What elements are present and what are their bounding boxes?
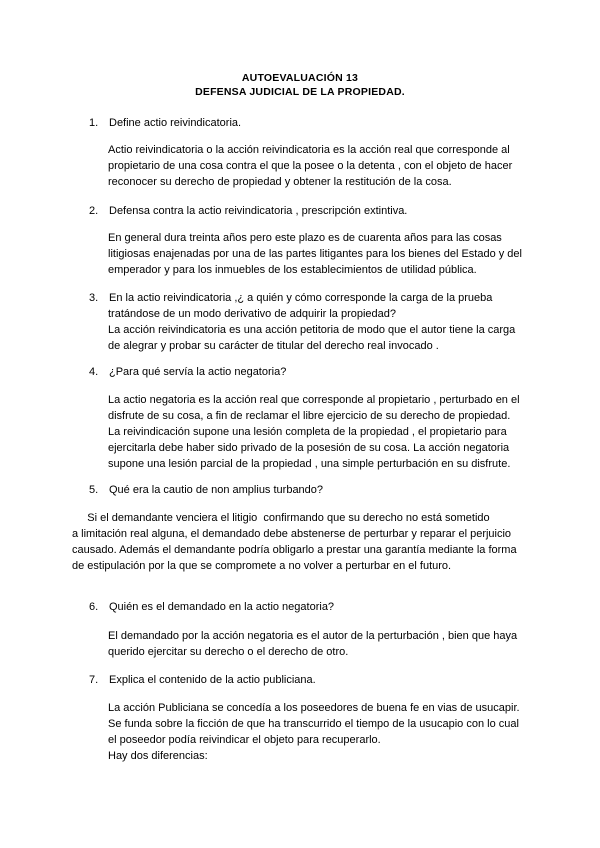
answer-line: El demandado por la acción negatoria es el autor de la perturbación , bien que haya [108, 630, 518, 642]
answer-2 [108, 230, 538, 278]
answer-line: querido ejercitar su derecho o el derecho de otro. [108, 646, 349, 658]
answer-line: emperador y para los inmuebles de los establecimientos de utilidad pública. [108, 264, 477, 276]
answer-line: reconocer su derecho de propiedad y obtener la restitución de la cosa. [108, 176, 452, 188]
answer-line: supone una lesión parcial de la propiedad , una simple perturbación en su disfrute. [108, 458, 511, 470]
question-number: 3. [89, 292, 99, 304]
answer-1 [108, 142, 538, 190]
question-6 [89, 599, 334, 615]
question-7 [89, 672, 316, 688]
question-1 [89, 115, 241, 131]
answer-line: el poseedor podía reivindicar el objeto para recuperarlo. [108, 734, 381, 746]
answer-line: causado. Además el demandante podría obligarlo a prestar una garantía mediante la forma [72, 544, 517, 556]
answer-3 [108, 306, 538, 354]
answer-line: disfrute de su cosa, a fin de reclamar el libre ejercicio de su derecho de propiedad. [108, 410, 511, 422]
answer-line: La reivindicación supone una lesión completa de la propiedad , el propietario para [108, 426, 507, 438]
question-3 [89, 290, 492, 306]
answer-line: La acción reivindicatoria es una acción petitoria de modo que el autor tiene la carga [108, 324, 516, 336]
question-4 [89, 364, 286, 380]
answer-line: Actio reivindicatoria o la acción reivindicatoria es la acción real que corresponde al [108, 144, 510, 156]
answer-7 [108, 700, 538, 764]
question-text: Qué era la cautio de non amplius turbando? [109, 484, 324, 496]
answer-line: La actio negatoria es la acción real que corresponde al propietario , perturbado en el [108, 394, 520, 406]
question-number: 5. [89, 484, 99, 496]
answer-4 [108, 392, 538, 472]
question-5 [89, 482, 323, 498]
question-text: Defensa contra la actio reivindicatoria , prescripción extintiva. [109, 205, 408, 217]
document-subtitle: DEFENSA JUDICIAL DE LA PROPIEDAD. [195, 86, 405, 98]
answer-line: Si el demandante venciera el litigio confirmando que su derecho no está sometido [72, 512, 490, 524]
question-text: Explica el contenido de la actio publiciana. [109, 674, 316, 686]
question-number: 1. [89, 117, 99, 129]
answer-line: Se funda sobre la ficción de que ha transcurrido el tiempo de la usucapio con lo cual [108, 718, 519, 730]
answer-line: de alegrar y probar su carácter de titular del derecho real invocado . [108, 340, 439, 352]
answer-6 [108, 628, 538, 660]
answer-line: Hay dos diferencias: [108, 750, 208, 762]
answer-line: de estipulación por la que se compromete a no volver a perturbar en el futuro. [72, 560, 452, 572]
answer-5 [72, 510, 542, 574]
question-text: Quién es el demandado en la actio negatoria? [109, 601, 335, 613]
question-text: ¿Para qué servía la actio negatoria? [109, 366, 287, 378]
question-number: 7. [89, 674, 99, 686]
question-text: Define actio reivindicatoria. [109, 117, 242, 129]
answer-line: litigiosas enajenadas por una de las partes litigantes para los bienes del Estado y del [108, 248, 522, 260]
answer-line: La acción Publiciana se concedía a los poseedores de buena fe en vias de usucapir. [108, 702, 520, 714]
answer-line: ejercitarla debe haber sido privado de la posesión de su cosa. La acción negatoria [108, 442, 510, 454]
question-number: 2. [89, 205, 99, 217]
question-text: En la actio reivindicatoria ,¿ a quién y cómo corresponde la carga de la prueba [109, 292, 493, 304]
answer-line: a limitación real alguna, el demandado debe abstenerse de perturbar y reparar el perjuicio [72, 528, 512, 540]
document-title: AUTOEVALUACIÓN 13 [241, 72, 359, 84]
answer-line: propietario de una cosa contra el que la posee o la detenta , con el objeto de hacer [108, 160, 513, 172]
question-2 [89, 203, 407, 219]
question-number: 6. [89, 601, 99, 613]
answer-line: En general dura treinta años pero este plazo es de cuarenta años para las cosas [108, 232, 502, 244]
question-number: 4. [89, 366, 99, 378]
question-line: tratándose de un modo derivativo de adquirir la propiedad? [108, 308, 397, 320]
